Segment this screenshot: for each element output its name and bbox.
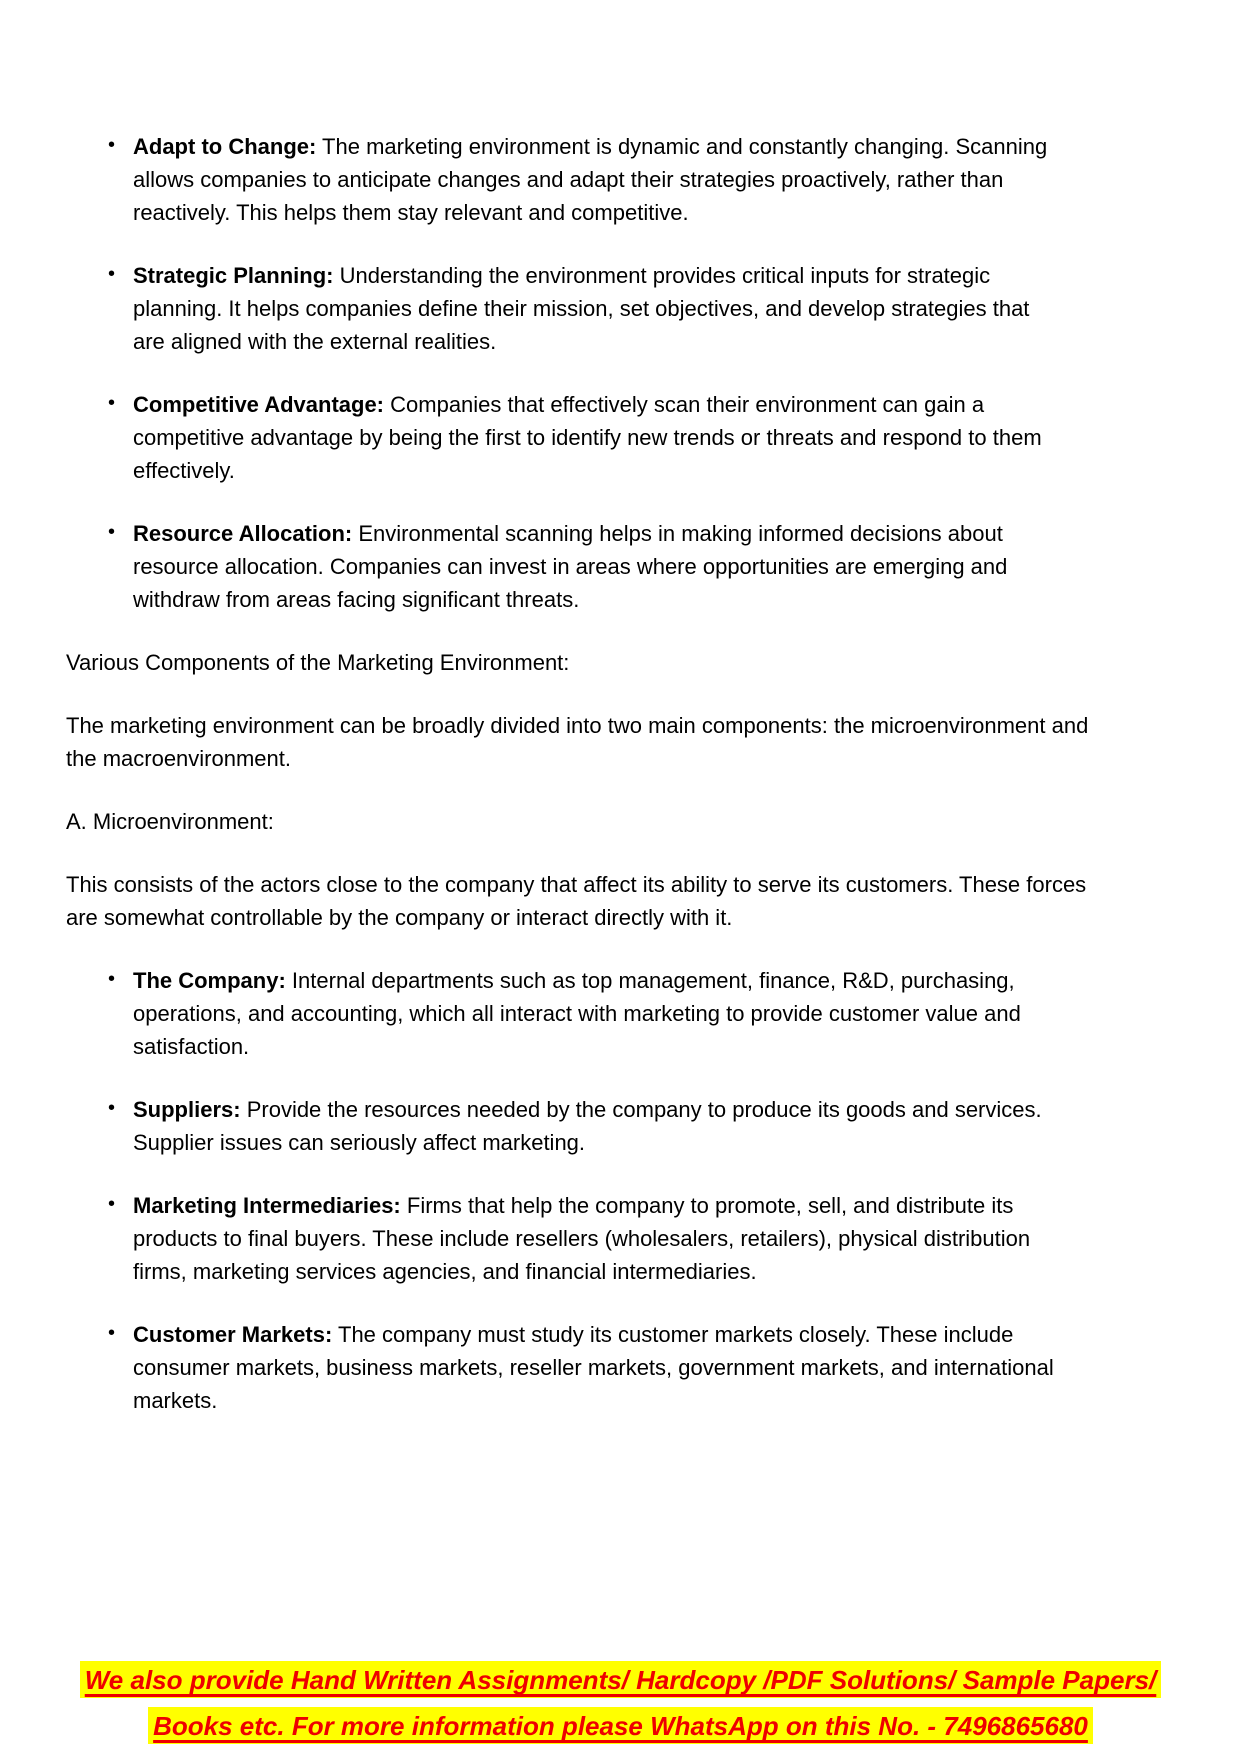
list-item-text: The marketing environment is dynamic and constantly changing. Scanning allows companies to anticipate changes and adapt their strategies proactively, rather than reactively. This helps them stay relevant and competitive.	[133, 134, 1048, 225]
bullet-marker: •	[108, 968, 116, 990]
promo-footer	[0, 1657, 1241, 1749]
list-item-text: Firms that help the company to promote, sell, and distribute its products to final buyers. These include resellers (wholesalers, retailers), physical distribution firms, marketing services agencies, and financial intermediaries.	[133, 1193, 1031, 1284]
list-item	[66, 517, 1124, 616]
list-item	[66, 1189, 1124, 1288]
section-heading: Various Components of the Marketing Environment:	[66, 650, 570, 675]
list-item-label: Resource Allocation:	[133, 521, 353, 546]
bullet-marker: •	[108, 1097, 116, 1119]
list-item-text: Environmental scanning helps in making informed decisions about resource allocation. Companies can invest in areas where opportunities are emerging and withdraw from areas facing significant threats.	[133, 521, 1008, 612]
bullet-marker: •	[108, 521, 116, 543]
promo-footer-line2	[0, 1703, 1241, 1749]
list-item-label: Customer Markets:	[133, 1322, 333, 1347]
subsection-heading: A. Microenvironment:	[66, 809, 274, 834]
microenvironment-paragraph: This consists of the actors close to the company that affect its ability to serve its customers. These forces are somewhat controllable by the company or interact directly with it.	[66, 872, 1087, 930]
list-item-text: The company must study its customer markets closely. These include consumer markets, business markets, reseller markets, government markets, and international markets.	[133, 1322, 1054, 1413]
list-item-text: Companies that effectively scan their environment can gain a competitive advantage by being the first to identify new trends or threats and respond to them effectively.	[133, 392, 1042, 483]
bullet-marker: •	[108, 134, 116, 156]
footer-highlight: We also provide Hand Written Assignments/ Hardcopy /PDF Solutions/ Sample Papers/	[80, 1661, 1162, 1698]
benefits-bullet-list	[66, 130, 1124, 616]
list-item	[66, 964, 1124, 1063]
promo-footer-line1	[0, 1657, 1241, 1703]
list-item-text: Understanding the environment provides critical inputs for strategic planning. It helps companies define their mission, set objectives, and develop strategies that are aligned with the external realities.	[133, 263, 1030, 354]
bullet-marker: •	[108, 263, 116, 285]
list-item-label: Competitive Advantage:	[133, 392, 385, 417]
list-item	[66, 259, 1124, 358]
list-item-label: Suppliers:	[133, 1097, 241, 1122]
list-item-label: The Company:	[133, 968, 286, 993]
footer-highlight: Books etc. For more information please WhatsApp on this No. - 7496865680	[148, 1707, 1093, 1744]
list-item-text: Internal departments such as top management, finance, R&D, purchasing, operations, and accounting, which all interact with marketing to provide customer value and satisfaction.	[133, 968, 1021, 1059]
bullet-marker: •	[108, 1322, 116, 1344]
list-item	[66, 388, 1124, 487]
document-body	[66, 130, 1124, 1447]
bullet-marker: •	[108, 1193, 116, 1215]
list-item-label: Adapt to Change:	[133, 134, 317, 159]
intro-paragraph: The marketing environment can be broadly divided into two main components: the microenvironment and the macroenvironment.	[66, 713, 1089, 771]
list-item	[66, 1093, 1124, 1159]
microenvironment-bullet-list	[66, 964, 1124, 1417]
bullet-marker: •	[108, 392, 116, 414]
list-item-label: Strategic Planning:	[133, 263, 334, 288]
list-item	[66, 1318, 1124, 1417]
list-item-text: Provide the resources needed by the company to produce its goods and services. Supplier issues can seriously affect marketing.	[133, 1097, 1042, 1155]
list-item-label: Marketing Intermediaries:	[133, 1193, 401, 1218]
list-item	[66, 130, 1124, 229]
